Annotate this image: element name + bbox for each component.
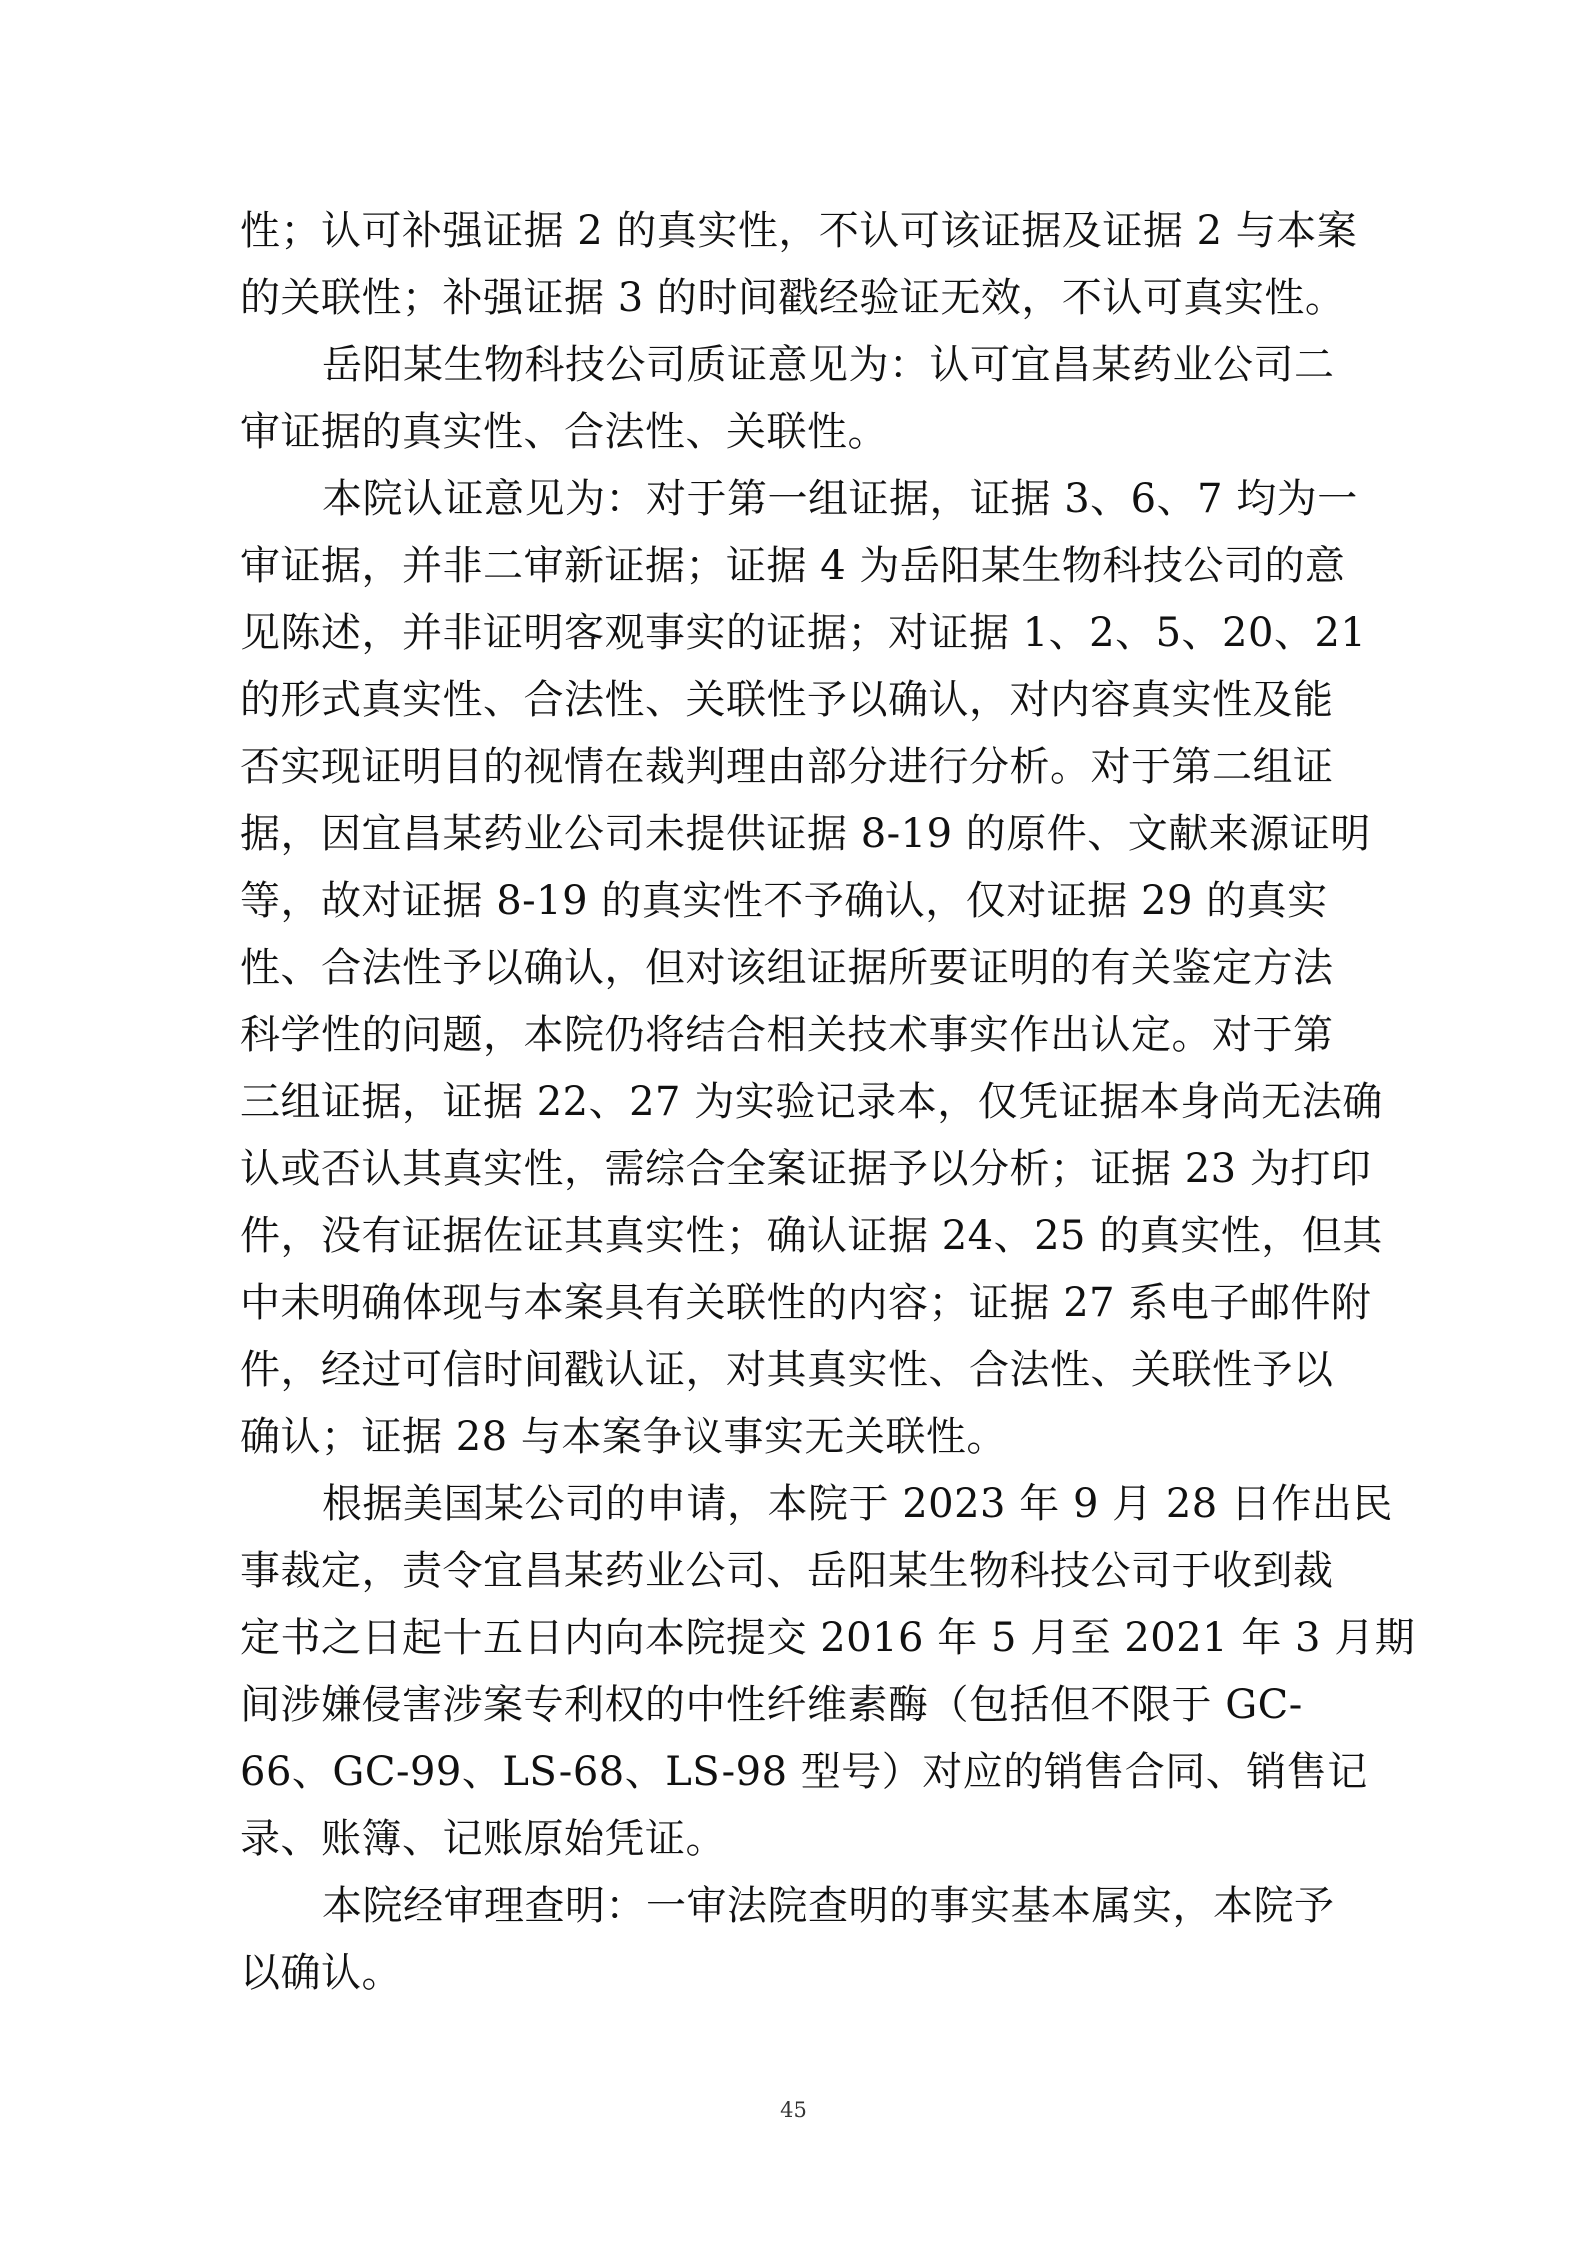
text-line: 岳阳某生物科技公司质证意见为：认可宜昌某药业公司二 xyxy=(322,342,1335,388)
text-line: 三组证据，证据 22、27 为实验记录本，仅凭证据本身尚无法确 xyxy=(240,1079,1383,1125)
text-line: 本院认证意见为：对于第一组证据，证据 3、6、7 均为一 xyxy=(322,476,1358,522)
text-line: 间涉嫌侵害涉案专利权的中性纤维素酶（包括但不限于 GC- xyxy=(240,1682,1303,1728)
page-number: 45 xyxy=(780,2098,807,2122)
body-text xyxy=(240,198,1416,2007)
text-line: 见陈述，并非证明客观事实的证据；对证据 1、2、5、20、21 xyxy=(240,610,1367,656)
text-line: 根据美国某公司的申请，本院于 2023 年 9 月 28 日作出民 xyxy=(322,1481,1393,1527)
text-line: 本院经审理查明：一审法院查明的事实基本属实，本院予 xyxy=(322,1883,1335,1929)
text-line: 的形式真实性、合法性、关联性予以确认，对内容真实性及能 xyxy=(240,677,1334,723)
text-line: 录、账簿、记账原始凭证。 xyxy=(240,1816,726,1862)
text-line: 认或否认其真实性，需综合全案证据予以分析；证据 23 为打印 xyxy=(240,1146,1372,1192)
text-line: 中未明确体现与本案具有关联性的内容；证据 27 系电子邮件附 xyxy=(240,1280,1372,1326)
text-line: 据，因宜昌某药业公司未提供证据 8-19 的原件、文献来源证明 xyxy=(240,811,1371,857)
text-line: 事裁定，责令宜昌某药业公司、岳阳某生物科技公司于收到裁 xyxy=(240,1548,1334,1594)
text-line: 等，故对证据 8-19 的真实性不予确认，仅对证据 29 的真实 xyxy=(240,878,1328,924)
text-line: 性、合法性予以确认，但对该组证据所要证明的有关鉴定方法 xyxy=(240,945,1334,991)
text-line: 定书之日起十五日内向本院提交 2016 年 5 月至 2021 年 3 月期 xyxy=(240,1615,1416,1661)
text-line: 的关联性；补强证据 3 的时间戳经验证无效，不认可真实性。 xyxy=(240,275,1346,321)
text-line: 科学性的问题，本院仍将结合相关技术事实作出认定。对于第 xyxy=(240,1012,1334,1058)
text-line: 审证据，并非二审新证据；证据 4 为岳阳某生物科技公司的意 xyxy=(240,543,1346,589)
text-line: 否实现证明目的视情在裁判理由部分进行分析。对于第二组证 xyxy=(240,744,1334,790)
text-line: 以确认。 xyxy=(240,1950,402,1996)
text-line: 66、GC-99、LS-68、LS-98 型号）对应的销售合同、销售记 xyxy=(240,1749,1368,1795)
text-line: 审证据的真实性、合法性、关联性。 xyxy=(240,409,888,455)
text-line: 件，没有证据佐证其真实性；确认证据 24、25 的真实性，但其 xyxy=(240,1213,1383,1259)
text-line: 确认；证据 28 与本案争议事实无关联性。 xyxy=(240,1414,1007,1460)
text-line: 件，经过可信时间戳认证，对其真实性、合法性、关联性予以 xyxy=(240,1347,1334,1393)
text-line: 性；认可补强证据 2 的真实性，不认可该证据及证据 2 与本案 xyxy=(240,208,1358,254)
